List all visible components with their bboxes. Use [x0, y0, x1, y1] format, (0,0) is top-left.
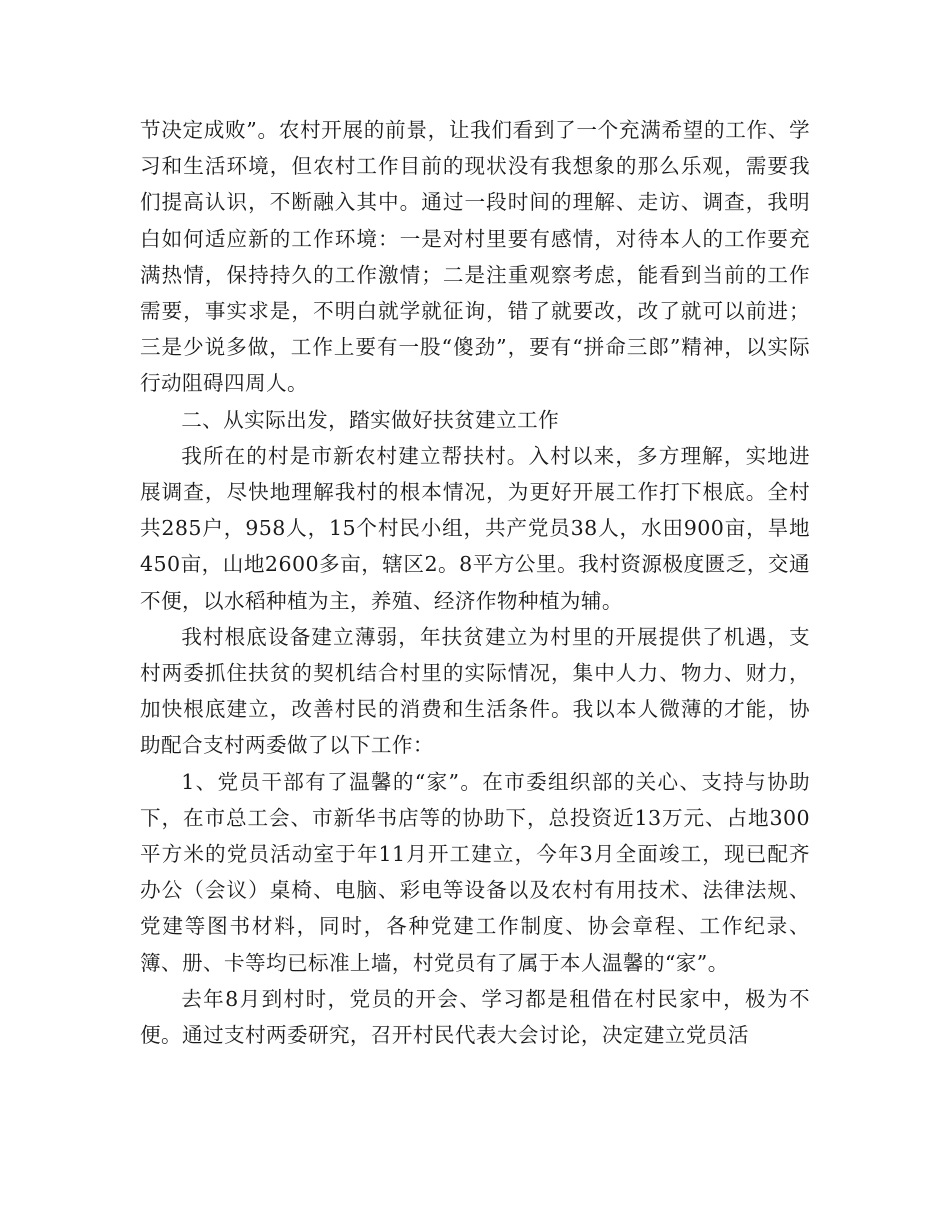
paragraph-4: 我村根底设备建立薄弱，年扶贫建立为村里的开展提供了机遇，支村两委抓住扶贫的契机结合村里的实际情况，集中人力、物力、财力，加快根底建立，改善村民的消费和生活条件。我以本人微薄的才能，协助配合支村两委做了以下工作： [140, 624, 810, 758]
paragraph-5: 1、党员干部有了温馨的“家”。在市委组织部的关心、支持与协助下，在市总工会、市新华书店等的协助下，总投资近13万元、占地300平方米的党员活动室于年11月开工建立，今年3月全面竣工，现已配齐办公（会议）桌椅、电脑、彩电等设备以及农村有用技术、法律法规、党建等图书材料，同时，各种党建工作制度、协会章程、工作纪录、簿、册、卡等均已标准上墙，村党员有了属于本人温馨的“家”。 [140, 769, 810, 975]
paragraph-1: 节决定成败”。农村开展的前景，让我们看到了一个充满希望的工作、学习和生活环境，但农村工作目前的现状没有我想象的那么乐观，需要我们提高认识，不断融入其中。通过一段时间的理解、走访、调查，我明白如何适应新的工作环境：一是对村里要有感情，对待本人的工作要充满热情，保持持久的工作激情；二是注重观察考虑，能看到当前的工作需要，事实求是，不明白就学就征询，错了就要改，改了就可以前进；三是少说多做，工作上要有一股“傻劲”，要有“拼命三郎”精神，以实际行动阻碍四周人。 [140, 118, 810, 396]
document-body [140, 112, 810, 1053]
paragraph-3: 我所在的村是市新农村建立帮扶村。入村以来，多方理解，实地进展调查，尽快地理解我村的根本情况，为更好开展工作打下根底。全村共285户，958人，15个村民小组，共产党员38人，水田900亩，旱地450亩，山地2600多亩，辖区2。8平方公里。我村资源极度匮乏，交通不便，以水稻种植为主，养殖、经济作物种植为辅。 [140, 443, 810, 613]
paragraph-6: 去年8月到村时，党员的开会、学习都是租借在村民家中，极为不便。通过支村两委研究，召开村民代表大会讨论，决定建立党员活 [140, 986, 810, 1048]
section-heading: 二、从实际出发，踏实做好扶贫建立工作 [181, 407, 560, 432]
